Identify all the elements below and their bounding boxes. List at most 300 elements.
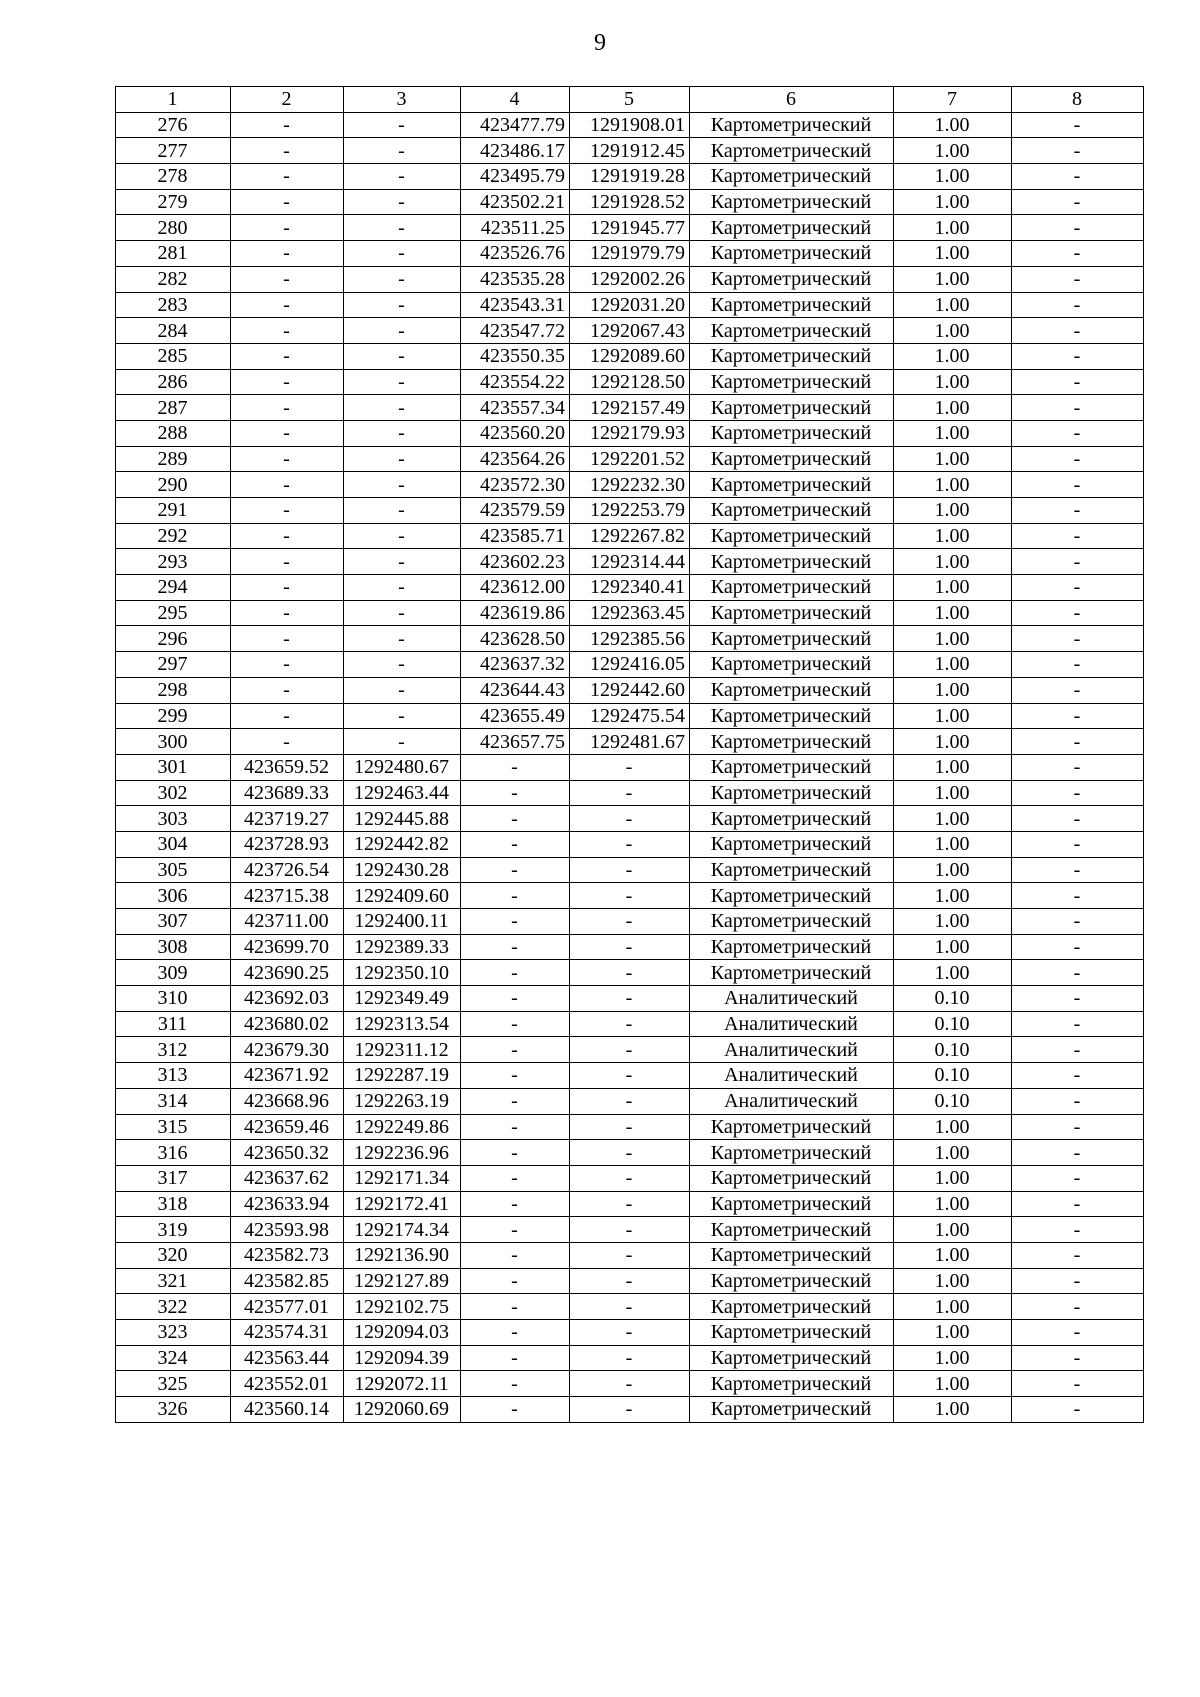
table-cell: - xyxy=(1012,600,1144,626)
table-cell: - xyxy=(344,600,461,626)
table-cell: 1292094.39 xyxy=(344,1345,461,1371)
table-cell: 1.00 xyxy=(894,831,1012,857)
table-cell: Аналитический xyxy=(690,986,894,1012)
table-body xyxy=(116,87,1144,1423)
table-cell: - xyxy=(344,318,461,344)
table-cell: 1.00 xyxy=(894,343,1012,369)
table-cell: Картометрический xyxy=(690,909,894,935)
table-cell: Картометрический xyxy=(690,1268,894,1294)
table-cell: 423563.44 xyxy=(231,1345,344,1371)
table-cell: 1.00 xyxy=(894,1217,1012,1243)
table-cell: - xyxy=(1012,189,1144,215)
table-row xyxy=(116,369,1144,395)
table-cell: - xyxy=(344,498,461,524)
table-cell: 1.00 xyxy=(894,677,1012,703)
table-cell: - xyxy=(1012,1140,1144,1166)
table-cell: 287 xyxy=(116,395,231,421)
table-cell: 1292445.88 xyxy=(344,806,461,832)
table-cell: - xyxy=(231,472,344,498)
table-cell: - xyxy=(344,575,461,601)
table-cell: 1292267.82 xyxy=(570,523,690,549)
table-row xyxy=(116,1217,1144,1243)
table-cell: Картометрический xyxy=(690,241,894,267)
table-cell: - xyxy=(1012,780,1144,806)
table-row xyxy=(116,600,1144,626)
table-cell: - xyxy=(1012,498,1144,524)
table-row xyxy=(116,883,1144,909)
table-cell: 423728.93 xyxy=(231,831,344,857)
table-cell: 1292350.10 xyxy=(344,960,461,986)
table-row xyxy=(116,780,1144,806)
table-cell: - xyxy=(570,1114,690,1140)
table-cell: 1292060.69 xyxy=(344,1397,461,1423)
page-number: 9 xyxy=(594,30,606,56)
table-cell: 423554.22 xyxy=(461,369,570,395)
table-cell: - xyxy=(1012,960,1144,986)
table-row xyxy=(116,1140,1144,1166)
table-row xyxy=(116,138,1144,164)
table-cell: 1.00 xyxy=(894,703,1012,729)
table-cell: 1292409.60 xyxy=(344,883,461,909)
table-cell: - xyxy=(1012,112,1144,138)
table-cell: - xyxy=(231,523,344,549)
table-cell: 1292416.05 xyxy=(570,652,690,678)
table-cell: - xyxy=(461,1242,570,1268)
table-cell: - xyxy=(461,986,570,1012)
table-cell: - xyxy=(344,523,461,549)
table-cell: 423526.76 xyxy=(461,241,570,267)
table-cell: 1.00 xyxy=(894,1191,1012,1217)
table-cell: 1292314.44 xyxy=(570,549,690,575)
table-cell: Картометрический xyxy=(690,600,894,626)
table-cell: - xyxy=(231,729,344,755)
table-cell: 423577.01 xyxy=(231,1294,344,1320)
table-cell: 310 xyxy=(116,986,231,1012)
table-cell: - xyxy=(231,677,344,703)
table-cell: - xyxy=(1012,164,1144,190)
table-cell: Картометрический xyxy=(690,626,894,652)
table-cell: - xyxy=(570,1268,690,1294)
table-cell: 1.00 xyxy=(894,600,1012,626)
table-cell: 1292171.34 xyxy=(344,1165,461,1191)
table-cell: 303 xyxy=(116,806,231,832)
column-header: 6 xyxy=(690,87,894,113)
table-cell: Картометрический xyxy=(690,831,894,857)
table-cell: 1.00 xyxy=(894,1345,1012,1371)
table-cell: - xyxy=(1012,549,1144,575)
table-cell: 1292442.60 xyxy=(570,677,690,703)
table-row xyxy=(116,164,1144,190)
table-cell: 297 xyxy=(116,652,231,678)
table-cell: - xyxy=(1012,831,1144,857)
table-cell: 276 xyxy=(116,112,231,138)
table-cell: - xyxy=(1012,318,1144,344)
table-cell: - xyxy=(570,986,690,1012)
table-cell: 280 xyxy=(116,215,231,241)
table-cell: - xyxy=(344,729,461,755)
table-row xyxy=(116,1165,1144,1191)
table-cell: 423719.27 xyxy=(231,806,344,832)
table-cell: - xyxy=(1012,986,1144,1012)
table-cell: - xyxy=(461,1011,570,1037)
table-row xyxy=(116,652,1144,678)
table-cell: - xyxy=(461,1268,570,1294)
table-cell: 300 xyxy=(116,729,231,755)
table-cell: 1292385.56 xyxy=(570,626,690,652)
table-row xyxy=(116,1063,1144,1089)
table-cell: 1.00 xyxy=(894,138,1012,164)
table-cell: - xyxy=(344,266,461,292)
table-cell: 423502.21 xyxy=(461,189,570,215)
table-cell: - xyxy=(570,1320,690,1346)
table-cell: 0.10 xyxy=(894,986,1012,1012)
column-header: 2 xyxy=(231,87,344,113)
table-cell: 1292400.11 xyxy=(344,909,461,935)
table-cell: 1.00 xyxy=(894,549,1012,575)
table-cell: 0.10 xyxy=(894,1037,1012,1063)
table-cell: 289 xyxy=(116,446,231,472)
table-cell: 423680.02 xyxy=(231,1011,344,1037)
table-cell: Картометрический xyxy=(690,318,894,344)
table-cell: Картометрический xyxy=(690,369,894,395)
table-cell: - xyxy=(570,960,690,986)
table-cell: - xyxy=(461,1397,570,1423)
table-cell: - xyxy=(1012,292,1144,318)
table-row xyxy=(116,446,1144,472)
table-cell: 1292253.79 xyxy=(570,498,690,524)
table-cell: 0.10 xyxy=(894,1088,1012,1114)
table-cell: Картометрический xyxy=(690,292,894,318)
table-cell: - xyxy=(1012,241,1144,267)
table-cell: 423690.25 xyxy=(231,960,344,986)
table-cell: 1292136.90 xyxy=(344,1242,461,1268)
table-cell: - xyxy=(1012,703,1144,729)
table-cell: Картометрический xyxy=(690,1114,894,1140)
table-cell: - xyxy=(1012,1217,1144,1243)
table-cell: 1292349.49 xyxy=(344,986,461,1012)
table-cell: - xyxy=(1012,1345,1144,1371)
table-cell: Аналитический xyxy=(690,1011,894,1037)
table-cell: - xyxy=(570,1371,690,1397)
table-cell: 301 xyxy=(116,754,231,780)
table-cell: 1292463.44 xyxy=(344,780,461,806)
table-cell: - xyxy=(461,1345,570,1371)
table-cell: - xyxy=(461,1191,570,1217)
table-cell: 1292089.60 xyxy=(570,343,690,369)
table-row xyxy=(116,1320,1144,1346)
table-cell: 1.00 xyxy=(894,369,1012,395)
table-cell: 282 xyxy=(116,266,231,292)
table-cell: 423495.79 xyxy=(461,164,570,190)
table-cell: 423644.43 xyxy=(461,677,570,703)
table-cell: 320 xyxy=(116,1242,231,1268)
table-cell: - xyxy=(570,1191,690,1217)
table-cell: 321 xyxy=(116,1268,231,1294)
table-cell: - xyxy=(1012,909,1144,935)
table-cell: - xyxy=(344,420,461,446)
table-cell: 423602.23 xyxy=(461,549,570,575)
table-cell: - xyxy=(1012,1165,1144,1191)
table-cell: - xyxy=(570,1242,690,1268)
table-cell: - xyxy=(231,318,344,344)
table-row xyxy=(116,1294,1144,1320)
column-header: 1 xyxy=(116,87,231,113)
table-cell: - xyxy=(344,189,461,215)
table-cell: - xyxy=(231,292,344,318)
table-cell: - xyxy=(570,806,690,832)
table-cell: 423650.32 xyxy=(231,1140,344,1166)
table-cell: - xyxy=(570,857,690,883)
table-row xyxy=(116,909,1144,935)
table-cell: - xyxy=(461,806,570,832)
table-cell: - xyxy=(570,780,690,806)
table-cell: Картометрический xyxy=(690,420,894,446)
table-cell: - xyxy=(570,1011,690,1037)
table-cell: 1292263.19 xyxy=(344,1088,461,1114)
table-row xyxy=(116,1397,1144,1423)
table-cell: 423543.31 xyxy=(461,292,570,318)
table-cell: 423659.52 xyxy=(231,754,344,780)
table-cell: 1.00 xyxy=(894,626,1012,652)
table-cell: Картометрический xyxy=(690,472,894,498)
table-cell: 1.00 xyxy=(894,857,1012,883)
table-cell: - xyxy=(461,883,570,909)
table-cell: 423552.01 xyxy=(231,1371,344,1397)
table-cell: 1292157.49 xyxy=(570,395,690,421)
table-cell: - xyxy=(461,909,570,935)
table-cell: Картометрический xyxy=(690,1242,894,1268)
table-cell: Картометрический xyxy=(690,780,894,806)
table-cell: 1.00 xyxy=(894,420,1012,446)
table-cell: - xyxy=(1012,1011,1144,1037)
table-row xyxy=(116,857,1144,883)
table-cell: 1.00 xyxy=(894,934,1012,960)
table-cell: - xyxy=(570,1140,690,1166)
table-cell: - xyxy=(570,883,690,909)
table-cell: Картометрический xyxy=(690,934,894,960)
table-row xyxy=(116,1191,1144,1217)
table-cell: 423560.20 xyxy=(461,420,570,446)
table-cell: - xyxy=(344,446,461,472)
column-header: 4 xyxy=(461,87,570,113)
table-cell: - xyxy=(461,1165,570,1191)
table-cell: Аналитический xyxy=(690,1037,894,1063)
table-cell: - xyxy=(231,626,344,652)
table-cell: Картометрический xyxy=(690,446,894,472)
column-header: 5 xyxy=(570,87,690,113)
table-cell: 423668.96 xyxy=(231,1088,344,1114)
table-row xyxy=(116,806,1144,832)
table-cell: 294 xyxy=(116,575,231,601)
table-cell: 286 xyxy=(116,369,231,395)
table-cell: - xyxy=(231,575,344,601)
table-cell: - xyxy=(231,395,344,421)
table-cell: 281 xyxy=(116,241,231,267)
table-cell: - xyxy=(344,703,461,729)
table-cell: Картометрический xyxy=(690,343,894,369)
table-cell: 291 xyxy=(116,498,231,524)
table-cell: - xyxy=(570,1063,690,1089)
table-cell: - xyxy=(1012,677,1144,703)
table-cell: 1.00 xyxy=(894,292,1012,318)
table-cell: - xyxy=(1012,523,1144,549)
table-cell: 1292313.54 xyxy=(344,1011,461,1037)
table-cell: - xyxy=(570,1397,690,1423)
table-cell: 1292127.89 xyxy=(344,1268,461,1294)
table-cell: - xyxy=(344,395,461,421)
table-cell: - xyxy=(231,215,344,241)
table-cell: 1.00 xyxy=(894,112,1012,138)
table-cell: Картометрический xyxy=(690,138,894,164)
table-cell: - xyxy=(231,138,344,164)
table-cell: Аналитический xyxy=(690,1063,894,1089)
table-cell: 285 xyxy=(116,343,231,369)
table-cell: 1.00 xyxy=(894,1397,1012,1423)
table-cell: - xyxy=(1012,1294,1144,1320)
table-row xyxy=(116,112,1144,138)
table-cell: 423564.26 xyxy=(461,446,570,472)
table-cell: 322 xyxy=(116,1294,231,1320)
table-cell: 317 xyxy=(116,1165,231,1191)
table-cell: - xyxy=(570,1165,690,1191)
column-header: 8 xyxy=(1012,87,1144,113)
table-cell: 1.00 xyxy=(894,266,1012,292)
table-cell: - xyxy=(231,703,344,729)
table-cell: 423619.86 xyxy=(461,600,570,626)
table-cell: - xyxy=(1012,1114,1144,1140)
table-cell: 323 xyxy=(116,1320,231,1346)
table-row xyxy=(116,703,1144,729)
table-cell: - xyxy=(1012,934,1144,960)
table-row xyxy=(116,1268,1144,1294)
table-cell: 315 xyxy=(116,1114,231,1140)
table-row xyxy=(116,395,1144,421)
table-cell: Картометрический xyxy=(690,1294,894,1320)
table-cell: Картометрический xyxy=(690,652,894,678)
table-cell: - xyxy=(1012,266,1144,292)
table-cell: - xyxy=(344,677,461,703)
table-cell: - xyxy=(570,1217,690,1243)
table-cell: - xyxy=(1012,626,1144,652)
table-cell: - xyxy=(231,652,344,678)
coordinates-table xyxy=(115,86,1144,1423)
table-cell: - xyxy=(231,343,344,369)
table-cell: 1292475.54 xyxy=(570,703,690,729)
table-cell: 423633.94 xyxy=(231,1191,344,1217)
table-cell: 423715.38 xyxy=(231,883,344,909)
table-cell: Картометрический xyxy=(690,960,894,986)
table-cell: 1292172.41 xyxy=(344,1191,461,1217)
table-cell: - xyxy=(1012,1037,1144,1063)
table-cell: 319 xyxy=(116,1217,231,1243)
table-cell: Картометрический xyxy=(690,1345,894,1371)
table-cell: Картометрический xyxy=(690,806,894,832)
table-cell: 423582.85 xyxy=(231,1268,344,1294)
table-cell: - xyxy=(1012,575,1144,601)
table-cell: 1291928.52 xyxy=(570,189,690,215)
table-row xyxy=(116,986,1144,1012)
table-cell: - xyxy=(1012,883,1144,909)
table-cell: 1.00 xyxy=(894,395,1012,421)
table-row xyxy=(116,575,1144,601)
table-cell: 1292389.33 xyxy=(344,934,461,960)
table-cell: 1292442.82 xyxy=(344,831,461,857)
table-cell: - xyxy=(461,1088,570,1114)
table-cell: 290 xyxy=(116,472,231,498)
table-header-row xyxy=(116,87,1144,113)
table-row xyxy=(116,1088,1144,1114)
table-cell: - xyxy=(344,369,461,395)
table-row xyxy=(116,472,1144,498)
table-cell: 1292102.75 xyxy=(344,1294,461,1320)
table-cell: - xyxy=(344,215,461,241)
table-cell: - xyxy=(570,1345,690,1371)
table-cell: 1292340.41 xyxy=(570,575,690,601)
table-cell: 423612.00 xyxy=(461,575,570,601)
table-cell: - xyxy=(344,343,461,369)
table-cell: 1292363.45 xyxy=(570,600,690,626)
table-cell: 318 xyxy=(116,1191,231,1217)
table-cell: - xyxy=(1012,1320,1144,1346)
table-cell: - xyxy=(1012,754,1144,780)
table-row xyxy=(116,523,1144,549)
table-cell: - xyxy=(1012,729,1144,755)
table-cell: - xyxy=(461,1063,570,1089)
table-cell: 1.00 xyxy=(894,960,1012,986)
table-cell: 288 xyxy=(116,420,231,446)
table-cell: - xyxy=(461,1114,570,1140)
table-cell: 1292128.50 xyxy=(570,369,690,395)
table-cell: - xyxy=(344,292,461,318)
table-cell: - xyxy=(344,549,461,575)
table-cell: - xyxy=(231,498,344,524)
table-cell: 1292067.43 xyxy=(570,318,690,344)
table-cell: 1.00 xyxy=(894,1140,1012,1166)
table-cell: 1292249.86 xyxy=(344,1114,461,1140)
table-cell: - xyxy=(231,241,344,267)
table-cell: 1292179.93 xyxy=(570,420,690,446)
table-cell: 423511.25 xyxy=(461,215,570,241)
table-cell: - xyxy=(1012,215,1144,241)
table-row xyxy=(116,960,1144,986)
table-cell: - xyxy=(461,1217,570,1243)
table-cell: 278 xyxy=(116,164,231,190)
table-cell: 423477.79 xyxy=(461,112,570,138)
table-cell: Картометрический xyxy=(690,1140,894,1166)
table-row xyxy=(116,754,1144,780)
table-cell: 305 xyxy=(116,857,231,883)
table-cell: - xyxy=(231,369,344,395)
table-cell: Картометрический xyxy=(690,523,894,549)
table-cell: Картометрический xyxy=(690,883,894,909)
table-cell: Картометрический xyxy=(690,729,894,755)
table-cell: 423486.17 xyxy=(461,138,570,164)
table-cell: - xyxy=(1012,343,1144,369)
table-cell: Картометрический xyxy=(690,266,894,292)
table-cell: 277 xyxy=(116,138,231,164)
table-cell: - xyxy=(344,241,461,267)
table-cell: 423692.03 xyxy=(231,986,344,1012)
table-cell: Картометрический xyxy=(690,498,894,524)
table-cell: Картометрический xyxy=(690,703,894,729)
table-row xyxy=(116,266,1144,292)
table-cell: 0.10 xyxy=(894,1011,1012,1037)
table-cell: 1291908.01 xyxy=(570,112,690,138)
table-cell: 1291912.45 xyxy=(570,138,690,164)
table-row xyxy=(116,831,1144,857)
table-cell: 1.00 xyxy=(894,472,1012,498)
table-cell: 1.00 xyxy=(894,1268,1012,1294)
